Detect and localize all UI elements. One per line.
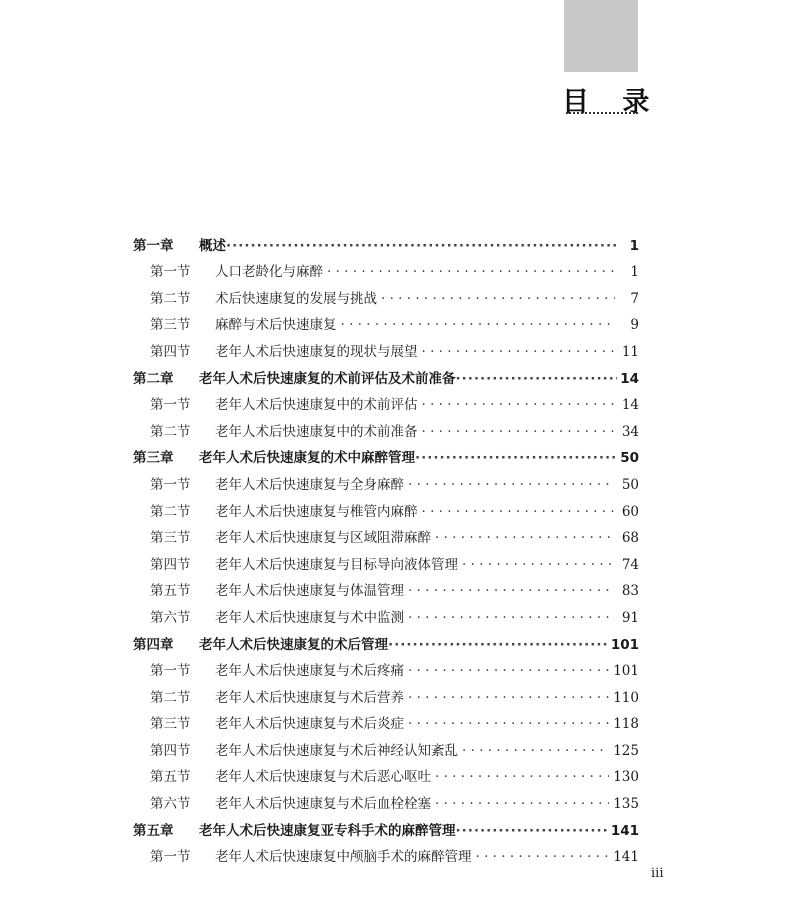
toc-section-row[interactable] bbox=[133, 414, 639, 441]
toc-chapter-row[interactable] bbox=[133, 813, 639, 840]
toc-dot-leader bbox=[422, 396, 616, 414]
toc-section-row[interactable] bbox=[133, 707, 639, 734]
toc-entry-title: 人口老龄化与麻醉 bbox=[215, 264, 323, 281]
toc-dot-leader bbox=[408, 689, 609, 707]
toc-page-number: 50 bbox=[620, 450, 639, 467]
toc-dot-leader bbox=[408, 662, 609, 680]
toc-entry-number: 第二章 bbox=[133, 370, 174, 387]
toc-dot-leader bbox=[435, 795, 609, 813]
toc-entry-title: 老年人术后快速康复与术后神经认知紊乱 bbox=[215, 742, 458, 759]
toc-page-number: 135 bbox=[613, 796, 639, 813]
toc-entry-number: 第五节 bbox=[150, 583, 191, 600]
page-folio: iii bbox=[651, 866, 664, 881]
toc-page-number: 141 bbox=[613, 849, 639, 866]
toc-dot-leader bbox=[341, 316, 616, 334]
toc-section-row[interactable] bbox=[133, 467, 639, 494]
toc-page-number: 91 bbox=[621, 609, 639, 626]
toc-page-number: 110 bbox=[613, 689, 639, 706]
toc-entry-title: 老年人术后快速康复与目标导向液体管理 bbox=[215, 556, 458, 573]
toc-section-row[interactable] bbox=[133, 733, 639, 760]
toc-chapter-row[interactable] bbox=[133, 627, 639, 654]
toc-page-number: 83 bbox=[621, 583, 639, 600]
toc-dot-leader bbox=[435, 768, 609, 786]
toc-section-row[interactable] bbox=[133, 840, 639, 867]
toc-dot-leader bbox=[415, 449, 617, 467]
toc-section-row[interactable] bbox=[133, 388, 639, 415]
toc-dot-leader bbox=[422, 423, 616, 441]
toc-entry-title: 老年人术后快速康复亚专科手术的麻醉管理 bbox=[199, 822, 456, 839]
toc-chapter-row[interactable] bbox=[133, 441, 639, 468]
toc-dot-leader bbox=[462, 556, 615, 574]
toc-entry-number: 第一章 bbox=[133, 237, 174, 254]
toc-entry-title: 老年人术后快速康复与术后恶心呕吐 bbox=[215, 769, 431, 786]
toc-entry-title: 老年人术后快速康复与术中监测 bbox=[215, 609, 404, 626]
toc-entry-number: 第一节 bbox=[150, 397, 191, 414]
toc-entry-number: 第二节 bbox=[150, 423, 191, 440]
toc-page-number: 1 bbox=[630, 264, 639, 281]
toc-entry-number: 第一节 bbox=[150, 663, 191, 680]
toc-page-number: 11 bbox=[621, 343, 639, 360]
toc-entry-title: 老年人术后快速康复中颅脑手术的麻醉管理 bbox=[215, 849, 472, 866]
toc-entry-title: 老年人术后快速康复与全身麻醉 bbox=[215, 476, 404, 493]
toc-section-row[interactable] bbox=[133, 308, 639, 335]
toc-dot-leader bbox=[226, 237, 617, 255]
toc-page-number: 130 bbox=[613, 769, 639, 786]
toc-entry-title: 老年人术后快速康复的术后管理 bbox=[199, 636, 388, 653]
toc-entry-title: 老年人术后快速康复与椎管内麻醉 bbox=[215, 503, 418, 520]
table-of-contents bbox=[133, 228, 639, 866]
toc-page-number: 141 bbox=[610, 822, 639, 839]
toc-section-row[interactable] bbox=[133, 654, 639, 681]
corner-decoration-block bbox=[564, 0, 638, 72]
toc-entry-title: 老年人术后快速康复与术后疼痛 bbox=[215, 663, 404, 680]
toc-chapter-row[interactable] bbox=[133, 228, 639, 255]
toc-page-number: 1 bbox=[629, 237, 639, 254]
toc-entry-number: 第一节 bbox=[150, 476, 191, 493]
toc-entry-number: 第三节 bbox=[150, 317, 191, 334]
toc-page-number: 7 bbox=[630, 290, 639, 307]
toc-page-number: 34 bbox=[621, 423, 639, 440]
toc-dot-leader bbox=[476, 848, 610, 866]
toc-entry-title: 麻醉与术后快速康复 bbox=[215, 317, 337, 334]
toc-entry-number: 第二节 bbox=[150, 290, 191, 307]
toc-entry-number: 第二节 bbox=[150, 503, 191, 520]
toc-entry-title: 老年人术后快速康复与术后营养 bbox=[215, 689, 404, 706]
toc-entry-number: 第四节 bbox=[150, 556, 191, 573]
toc-dot-leader bbox=[381, 290, 615, 308]
toc-entry-number: 第一节 bbox=[150, 264, 191, 281]
toc-entry-title: 老年人术后快速康复与术后血栓栓塞 bbox=[215, 796, 431, 813]
toc-entry-number: 第五节 bbox=[150, 769, 191, 786]
toc-entry-number: 第三节 bbox=[150, 530, 191, 547]
toc-entry-number: 第五章 bbox=[133, 822, 174, 839]
toc-page-number: 14 bbox=[620, 370, 639, 387]
toc-dot-leader bbox=[456, 822, 609, 840]
toc-entry-number: 第三节 bbox=[150, 716, 191, 733]
toc-entry-number: 第六节 bbox=[150, 609, 191, 626]
toc-section-row[interactable] bbox=[133, 255, 639, 282]
toc-page-number: 14 bbox=[621, 397, 639, 414]
toc-section-row[interactable] bbox=[133, 760, 639, 787]
toc-entry-title: 老年人术后快速康复的现状与展望 bbox=[215, 343, 418, 360]
toc-entry-number: 第四节 bbox=[150, 343, 191, 360]
toc-page-number: 74 bbox=[621, 556, 639, 573]
toc-dot-leader bbox=[408, 609, 615, 627]
toc-entry-title: 老年人术后快速康复中的术前准备 bbox=[215, 423, 418, 440]
toc-section-row[interactable] bbox=[133, 281, 639, 308]
toc-dot-leader bbox=[435, 529, 615, 547]
toc-page-number: 9 bbox=[630, 317, 639, 334]
toc-entry-number: 第四章 bbox=[133, 636, 174, 653]
toc-entry-title: 老年人术后快速康复与体温管理 bbox=[215, 583, 404, 600]
toc-dot-leader bbox=[422, 503, 616, 521]
toc-dot-leader bbox=[388, 636, 609, 654]
toc-entry-number: 第一节 bbox=[150, 849, 191, 866]
toc-entry-title: 术后快速康复的发展与挑战 bbox=[215, 290, 377, 307]
toc-section-row[interactable] bbox=[133, 786, 639, 813]
toc-entry-title: 老年人术后快速康复中的术前评估 bbox=[215, 397, 418, 414]
toc-dot-leader bbox=[462, 742, 609, 760]
toc-entry-title: 老年人术后快速康复与区域阻滞麻醉 bbox=[215, 530, 431, 547]
toc-entry-number: 第三章 bbox=[133, 450, 174, 467]
toc-page-number: 125 bbox=[613, 742, 639, 759]
title-dotted-rule bbox=[566, 112, 638, 114]
toc-entry-title: 概述 bbox=[199, 237, 226, 254]
toc-dot-leader bbox=[408, 715, 609, 733]
toc-section-row[interactable] bbox=[133, 680, 639, 707]
toc-dot-leader bbox=[456, 370, 618, 388]
toc-dot-leader bbox=[327, 263, 615, 281]
toc-section-row[interactable] bbox=[133, 521, 639, 548]
toc-section-row[interactable] bbox=[133, 547, 639, 574]
toc-entry-title: 老年人术后快速康复的术中麻醉管理 bbox=[199, 450, 415, 467]
toc-entry-number: 第六节 bbox=[150, 796, 191, 813]
page-title: 目 录 bbox=[562, 87, 662, 118]
toc-section-row[interactable] bbox=[133, 334, 639, 361]
toc-page-number: 101 bbox=[610, 636, 639, 653]
toc-section-row[interactable] bbox=[133, 574, 639, 601]
toc-page-number: 60 bbox=[621, 503, 639, 520]
toc-section-row[interactable] bbox=[133, 494, 639, 521]
toc-dot-leader bbox=[422, 343, 616, 361]
toc-chapter-row[interactable] bbox=[133, 361, 639, 388]
toc-entry-number: 第二节 bbox=[150, 689, 191, 706]
toc-entry-number: 第四节 bbox=[150, 742, 191, 759]
toc-entry-title: 老年人术后快速康复与术后炎症 bbox=[215, 716, 404, 733]
toc-section-row[interactable] bbox=[133, 600, 639, 627]
toc-page-number: 50 bbox=[621, 476, 639, 493]
toc-dot-leader bbox=[408, 476, 615, 494]
toc-entry-title: 老年人术后快速康复的术前评估及术前准备 bbox=[199, 370, 456, 387]
toc-page-number: 101 bbox=[613, 663, 639, 680]
toc-dot-leader bbox=[408, 582, 615, 600]
toc-page-number: 68 bbox=[621, 530, 639, 547]
toc-page-number: 118 bbox=[613, 716, 639, 733]
